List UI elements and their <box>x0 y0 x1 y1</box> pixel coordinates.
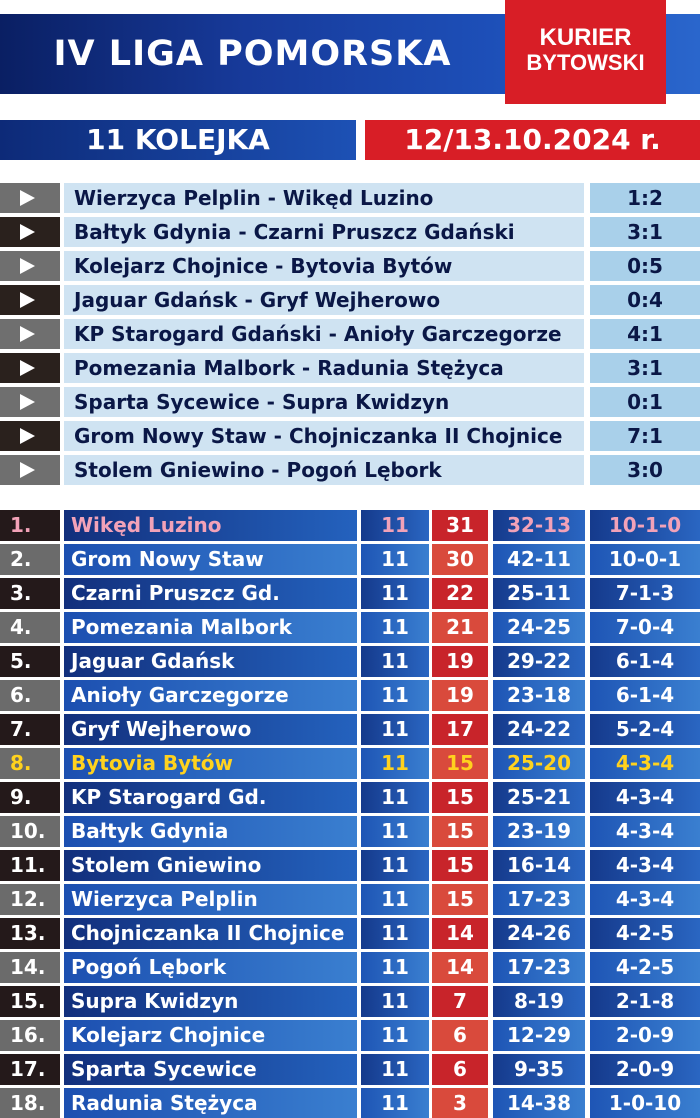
position-cell: 1. <box>0 510 60 541</box>
games-played-cell: 11 <box>361 782 429 813</box>
position-cell: 2. <box>0 544 60 575</box>
points-cell: 14 <box>432 952 488 983</box>
goals-cell: 8-19 <box>493 986 585 1017</box>
table-row <box>0 578 700 609</box>
match-row <box>0 285 700 315</box>
goals-cell: 17-23 <box>493 952 585 983</box>
points-cell: 15 <box>432 782 488 813</box>
table-row <box>0 510 700 541</box>
table-row <box>0 612 700 643</box>
team-name-cell: Gryf Wejherowo <box>64 714 357 745</box>
team-name-cell: Bytovia Bytów <box>64 748 357 779</box>
record-cell: 4-3-4 <box>590 816 700 847</box>
team-name-cell: Pogoń Lębork <box>64 952 357 983</box>
match-row <box>0 353 700 383</box>
triangle-right-icon <box>20 360 35 376</box>
play-arrow-icon <box>0 455 60 485</box>
team-name-cell: Bałtyk Gdynia <box>64 816 357 847</box>
team-name-cell: Czarni Pruszcz Gd. <box>64 578 357 609</box>
table-row <box>0 680 700 711</box>
goals-cell: 25-21 <box>493 782 585 813</box>
match-score: 3:1 <box>590 353 700 383</box>
team-name-cell: Anioły Garczegorze <box>64 680 357 711</box>
team-name-cell: Kolejarz Chojnice <box>64 1020 357 1051</box>
points-cell: 21 <box>432 612 488 643</box>
points-cell: 15 <box>432 850 488 881</box>
match-teams: Grom Nowy Staw - Chojniczanka II Chojnice <box>64 421 584 451</box>
goals-cell: 25-20 <box>493 748 585 779</box>
goals-cell: 29-22 <box>493 646 585 677</box>
play-arrow-icon <box>0 387 60 417</box>
play-arrow-icon <box>0 353 60 383</box>
games-played-cell: 11 <box>361 748 429 779</box>
triangle-right-icon <box>20 258 35 274</box>
table-row <box>0 816 700 847</box>
logo-line-1: KURIER <box>539 24 632 51</box>
games-played-cell: 11 <box>361 714 429 745</box>
team-name-cell: Wierzyca Pelplin <box>64 884 357 915</box>
play-arrow-icon <box>0 217 60 247</box>
round-label: 11 KOLEJKA <box>0 120 356 160</box>
position-cell: 10. <box>0 816 60 847</box>
match-row <box>0 387 700 417</box>
games-played-cell: 11 <box>361 1088 429 1118</box>
position-cell: 14. <box>0 952 60 983</box>
play-arrow-icon <box>0 285 60 315</box>
record-cell: 2-0-9 <box>590 1020 700 1051</box>
match-teams: Sparta Sycewice - Supra Kwidzyn <box>64 387 584 417</box>
team-name-cell: Pomezania Malbork <box>64 612 357 643</box>
record-cell: 4-2-5 <box>590 918 700 949</box>
table-row <box>0 986 700 1017</box>
match-teams: Pomezania Malbork - Radunia Stężyca <box>64 353 584 383</box>
points-cell: 6 <box>432 1020 488 1051</box>
table-row <box>0 952 700 983</box>
team-name-cell: Stolem Gniewino <box>64 850 357 881</box>
table-row <box>0 918 700 949</box>
games-played-cell: 11 <box>361 1054 429 1085</box>
table-row <box>0 1088 700 1118</box>
goals-cell: 16-14 <box>493 850 585 881</box>
match-teams: Kolejarz Chojnice - Bytovia Bytów <box>64 251 584 281</box>
position-cell: 18. <box>0 1088 60 1118</box>
record-cell: 4-3-4 <box>590 748 700 779</box>
games-played-cell: 11 <box>361 918 429 949</box>
table-row <box>0 748 700 779</box>
goals-cell: 24-22 <box>493 714 585 745</box>
points-cell: 17 <box>432 714 488 745</box>
match-teams: Bałtyk Gdynia - Czarni Pruszcz Gdański <box>64 217 584 247</box>
position-cell: 11. <box>0 850 60 881</box>
record-cell: 4-3-4 <box>590 884 700 915</box>
position-cell: 8. <box>0 748 60 779</box>
match-teams: Stolem Gniewino - Pogoń Lębork <box>64 455 584 485</box>
points-cell: 22 <box>432 578 488 609</box>
games-played-cell: 11 <box>361 1020 429 1051</box>
goals-cell: 14-38 <box>493 1088 585 1118</box>
match-score: 0:5 <box>590 251 700 281</box>
games-played-cell: 11 <box>361 544 429 575</box>
table-row <box>0 544 700 575</box>
record-cell: 6-1-4 <box>590 646 700 677</box>
table-row <box>0 850 700 881</box>
match-score: 0:1 <box>590 387 700 417</box>
round-date: 12/13.10.2024 r. <box>365 120 700 160</box>
record-cell: 10-0-1 <box>590 544 700 575</box>
team-name-cell: Sparta Sycewice <box>64 1054 357 1085</box>
record-cell: 5-2-4 <box>590 714 700 745</box>
team-name-cell: Wikęd Luzino <box>64 510 357 541</box>
points-cell: 7 <box>432 986 488 1017</box>
table-row <box>0 1054 700 1085</box>
match-score: 3:1 <box>590 217 700 247</box>
match-row <box>0 455 700 485</box>
match-score: 1:2 <box>590 183 700 213</box>
record-cell: 4-3-4 <box>590 850 700 881</box>
games-played-cell: 11 <box>361 646 429 677</box>
position-cell: 16. <box>0 1020 60 1051</box>
position-cell: 17. <box>0 1054 60 1085</box>
points-cell: 14 <box>432 918 488 949</box>
record-cell: 7-1-3 <box>590 578 700 609</box>
triangle-right-icon <box>20 394 35 410</box>
position-cell: 4. <box>0 612 60 643</box>
match-row <box>0 319 700 349</box>
position-cell: 3. <box>0 578 60 609</box>
match-teams: Jaguar Gdańsk - Gryf Wejherowo <box>64 285 584 315</box>
team-name-cell: KP Starogard Gd. <box>64 782 357 813</box>
table-row <box>0 646 700 677</box>
match-row <box>0 183 700 213</box>
match-row <box>0 421 700 451</box>
record-cell: 7-0-4 <box>590 612 700 643</box>
points-cell: 6 <box>432 1054 488 1085</box>
team-name-cell: Supra Kwidzyn <box>64 986 357 1017</box>
games-played-cell: 11 <box>361 986 429 1017</box>
triangle-right-icon <box>20 326 35 342</box>
goals-cell: 9-35 <box>493 1054 585 1085</box>
points-cell: 15 <box>432 816 488 847</box>
team-name-cell: Radunia Stężyca <box>64 1088 357 1118</box>
position-cell: 13. <box>0 918 60 949</box>
points-cell: 19 <box>432 680 488 711</box>
match-row <box>0 217 700 247</box>
goals-cell: 24-26 <box>493 918 585 949</box>
triangle-right-icon <box>20 224 35 240</box>
position-cell: 7. <box>0 714 60 745</box>
goals-cell: 24-25 <box>493 612 585 643</box>
points-cell: 15 <box>432 884 488 915</box>
goals-cell: 32-13 <box>493 510 585 541</box>
play-arrow-icon <box>0 421 60 451</box>
team-name-cell: Jaguar Gdańsk <box>64 646 357 677</box>
goals-cell: 23-18 <box>493 680 585 711</box>
record-cell: 2-0-9 <box>590 1054 700 1085</box>
goals-cell: 12-29 <box>493 1020 585 1051</box>
games-played-cell: 11 <box>361 850 429 881</box>
points-cell: 15 <box>432 748 488 779</box>
match-score: 3:0 <box>590 455 700 485</box>
logo-line-2: BYTOWSKI <box>526 50 645 75</box>
match-teams: KP Starogard Gdański - Anioły Garczegorze <box>64 319 584 349</box>
position-cell: 9. <box>0 782 60 813</box>
games-played-cell: 11 <box>361 680 429 711</box>
games-played-cell: 11 <box>361 816 429 847</box>
games-played-cell: 11 <box>361 510 429 541</box>
record-cell: 2-1-8 <box>590 986 700 1017</box>
kurier-bytowski-logo <box>505 0 666 104</box>
team-name-cell: Chojniczanka II Chojnice <box>64 918 357 949</box>
position-cell: 6. <box>0 680 60 711</box>
match-score: 0:4 <box>590 285 700 315</box>
table-row <box>0 782 700 813</box>
triangle-right-icon <box>20 190 35 206</box>
points-cell: 30 <box>432 544 488 575</box>
record-cell: 4-3-4 <box>590 782 700 813</box>
position-cell: 12. <box>0 884 60 915</box>
play-arrow-icon <box>0 319 60 349</box>
match-score: 7:1 <box>590 421 700 451</box>
games-played-cell: 11 <box>361 884 429 915</box>
play-arrow-icon <box>0 251 60 281</box>
position-cell: 15. <box>0 986 60 1017</box>
league-title: IV LIGA POMORSKA <box>53 34 452 74</box>
record-cell: 4-2-5 <box>590 952 700 983</box>
goals-cell: 42-11 <box>493 544 585 575</box>
triangle-right-icon <box>20 428 35 444</box>
record-cell: 1-0-10 <box>590 1088 700 1118</box>
games-played-cell: 11 <box>361 578 429 609</box>
match-score: 4:1 <box>590 319 700 349</box>
table-row <box>0 884 700 915</box>
points-cell: 31 <box>432 510 488 541</box>
triangle-right-icon <box>20 292 35 308</box>
record-cell: 6-1-4 <box>590 680 700 711</box>
points-cell: 19 <box>432 646 488 677</box>
team-name-cell: Grom Nowy Staw <box>64 544 357 575</box>
table-row <box>0 1020 700 1051</box>
table-row <box>0 714 700 745</box>
record-cell: 10-1-0 <box>590 510 700 541</box>
match-row <box>0 251 700 281</box>
goals-cell: 25-11 <box>493 578 585 609</box>
triangle-right-icon <box>20 462 35 478</box>
games-played-cell: 11 <box>361 612 429 643</box>
goals-cell: 23-19 <box>493 816 585 847</box>
match-teams: Wierzyca Pelplin - Wikęd Luzino <box>64 183 584 213</box>
play-arrow-icon <box>0 183 60 213</box>
games-played-cell: 11 <box>361 952 429 983</box>
position-cell: 5. <box>0 646 60 677</box>
goals-cell: 17-23 <box>493 884 585 915</box>
points-cell: 3 <box>432 1088 488 1118</box>
